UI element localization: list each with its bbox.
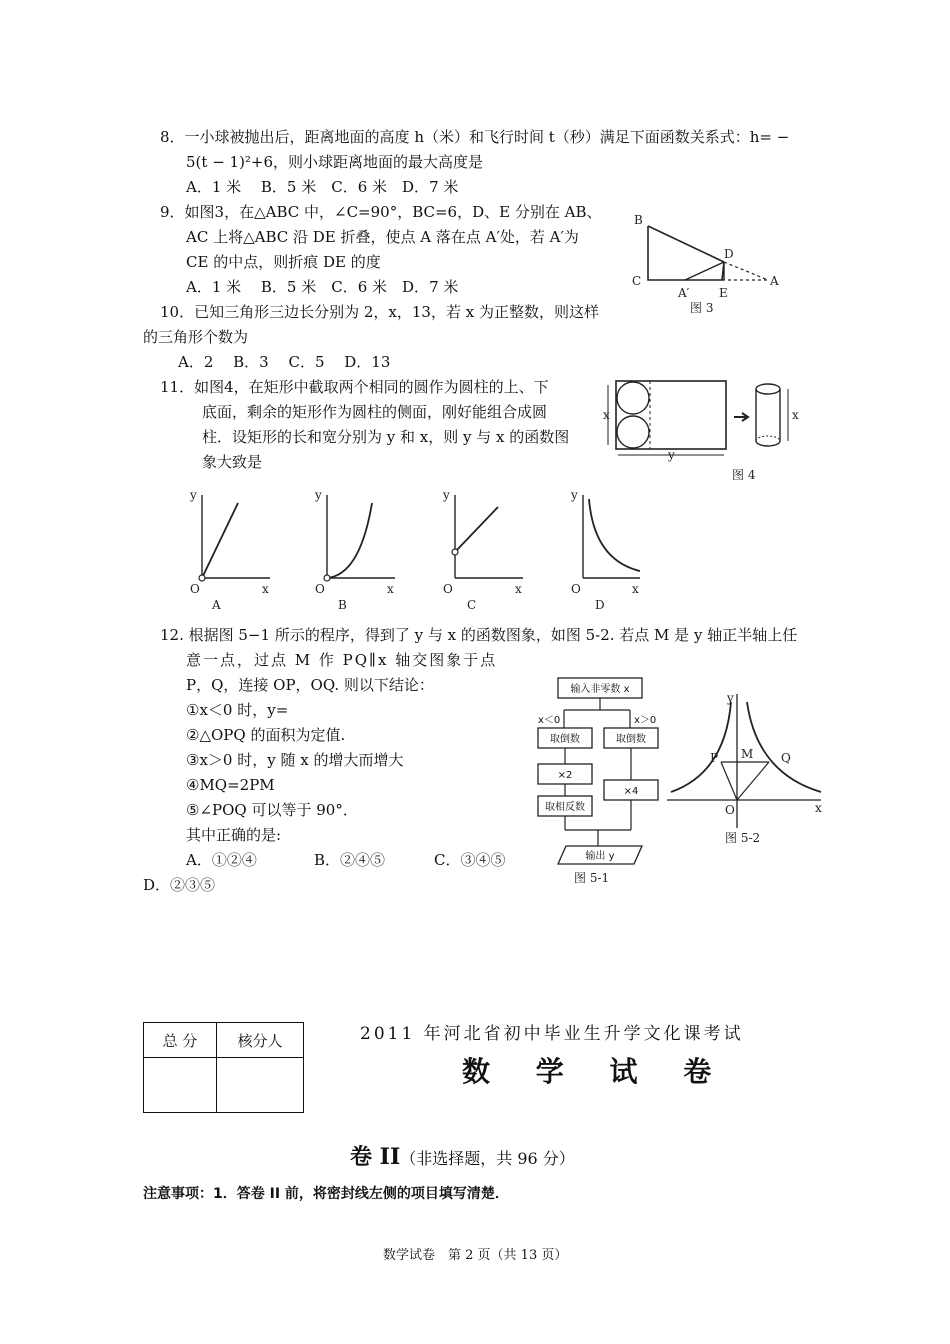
figure-4 [600,375,810,485]
q9-line2: AC 上将△ABC 沿 DE 折叠，使点 A 落在点 A′处，若 A′为 [186,228,579,246]
flow-left-step3: 取相反数 [545,802,585,813]
q12-conclusion-4: ④MQ=2PM [186,776,275,794]
figure-5-1-flowchart [530,672,670,890]
score-header-total: 总 分 [144,1023,217,1058]
fig3-caption: 图 3 [690,301,714,315]
exam-title: 2011 年河北省初中毕业生升学文化课考试 [360,1024,744,1044]
q10-options: A．2 B．3 C．5 D．13 [178,353,391,371]
graph-d-x-label: x [632,582,639,596]
flow-left-cond: x＜0 [538,715,561,726]
q12-conclusion-1: ①x＜0 时，y= [186,701,289,719]
figure-3 [620,208,790,318]
q9-line1: 9．如图3，在△ABC 中，∠C=90°，BC=6，D、E 分别在 AB、 [160,203,602,221]
graph-a-x-label: x [262,582,269,596]
q10-line1: 10．已知三角形三边长分别为 2，x，13，若 x 为正整数，则这样 [160,303,599,321]
q11-line4: 象大致是 [202,453,263,471]
volume-note: （非选择题，共 96 分） [400,1149,575,1168]
fig52-y-label: y [727,691,734,705]
flow-right-cond: x＞0 [634,715,657,726]
fig3-label-a-prime: A′ [678,286,690,300]
fig4-label-x-right: x [792,408,799,422]
q11-line3: 柱．设矩形的长和宽分别为 y 和 x，则 y 与 x 的函数图 [202,428,570,446]
volume-label: 卷 II [350,1144,401,1170]
graph-c [442,488,523,612]
graph-c-x-label: x [515,582,522,596]
score-cell-total[interactable] [144,1058,217,1113]
graph-a [189,488,270,612]
volume-heading [350,1142,575,1174]
graph-b-y-label: y [315,488,322,502]
q12-line2: 意一点，过点 M 作 PQ∥x 轴交图象于点 [186,651,498,669]
score-header-checker: 核分人 [217,1023,304,1058]
fig4-label-x-left: x [603,408,610,422]
q12-option-b: B．②④⑤ [314,851,386,869]
q9-line3: CE 的中点，则折痕 DE 的度 [186,253,381,271]
fig52-label-q: Q [781,751,791,765]
graph-d [570,488,640,612]
q12-option-d: D．②③⑤ [143,876,216,894]
graph-b [314,488,395,612]
q12-conclusion-3: ③x＞0 时，y 随 x 的增大而增大 [186,751,404,769]
fig52-label-o: O [725,803,735,817]
graph-a-option: A [212,598,221,612]
q8-options: A．1 米 B．5 米 C．6 米 D．7 米 [186,178,459,196]
q9-options: A．1 米 B．5 米 C．6 米 D．7 米 [186,278,459,296]
q11-line1: 11．如图4，在矩形中截取两个相同的圆作为圆柱的上、下 [160,378,549,396]
fig52-label-m: M [741,747,754,761]
fig3-label-b: B [634,213,643,227]
q12-option-a: A．①②④ [186,851,257,869]
graph-d-y-label: y [571,488,578,502]
graph-a-o-label: O [190,582,200,596]
flow-caption: 图 5-1 [574,871,610,885]
fig3-label-d: D [724,247,734,261]
graph-c-y-label: y [443,488,450,502]
graph-a-y-label: y [190,488,197,502]
q12-conclusion-5: ⑤∠POQ 可以等于 90°． [186,801,358,819]
flow-output: 输出 y [585,851,615,862]
page-footer: 数学试卷 第 2 页（共 13 页） [383,1248,568,1263]
q12-ask: 其中正确的是: [186,826,282,844]
flow-left-step1: 取倒数 [550,734,580,745]
fig4-caption: 图 4 [732,468,756,482]
fig3-label-c: C [632,274,642,288]
q11-line2: 底面，剩余的矩形作为圆柱的侧面，刚好能组合成圆 [202,403,548,421]
flow-right-step2: ×4 [623,786,639,797]
graph-d-o-label: O [571,582,581,596]
score-table [143,1022,304,1113]
fig4-label-y: y [668,448,675,462]
graph-c-o-label: O [443,582,453,596]
exam-subject: 数 学 试 卷 [462,1055,730,1088]
graph-b-x-label: x [387,582,394,596]
flow-right-step1: 取倒数 [616,734,646,745]
q12-line1: 12. 根据图 5−1 所示的程序，得到了 y 与 x 的函数图象，如图 5-2. 若点 M 是 y 轴正半轴上任 [160,626,798,644]
fig3-label-e: E [719,286,728,300]
q12-line3: P，Q，连接 OP，OQ. 则以下结论： [186,676,434,694]
figure-5-2-graph [665,688,825,848]
fig52-x-label: x [815,801,822,815]
q8-line1: 8．一小球被抛出后，距离地面的高度 h（米）和飞行时间 t（秒）满足下面函数关系式：h= − [160,128,790,146]
fig52-label-p: P [710,751,719,765]
graph-b-option: B [338,598,347,612]
q12-option-c: C．③④⑤ [434,851,506,869]
q12-conclusion-2: ②△OPQ 的面积为定值. [186,726,346,744]
fig3-label-a: A [770,274,779,288]
graph-d-option: D [595,598,605,612]
flow-start: 输入非零数 x [570,684,630,695]
q8-line2: 5(t − 1)²+6，则小球距离地面的最大高度是 [186,153,484,171]
fig52-caption: 图 5-2 [725,831,761,845]
flow-left-step2: ×2 [557,770,573,781]
q10-line2: 的三角形个数为 [143,328,249,346]
notice: 注意事项：1．答卷 II 前，将密封线左侧的项目填写清楚． [143,1186,509,1202]
q11-answer-graphs [180,485,640,615]
graph-c-option: C [467,598,477,612]
graph-b-o-label: O [315,582,325,596]
score-cell-checker[interactable] [217,1058,304,1113]
